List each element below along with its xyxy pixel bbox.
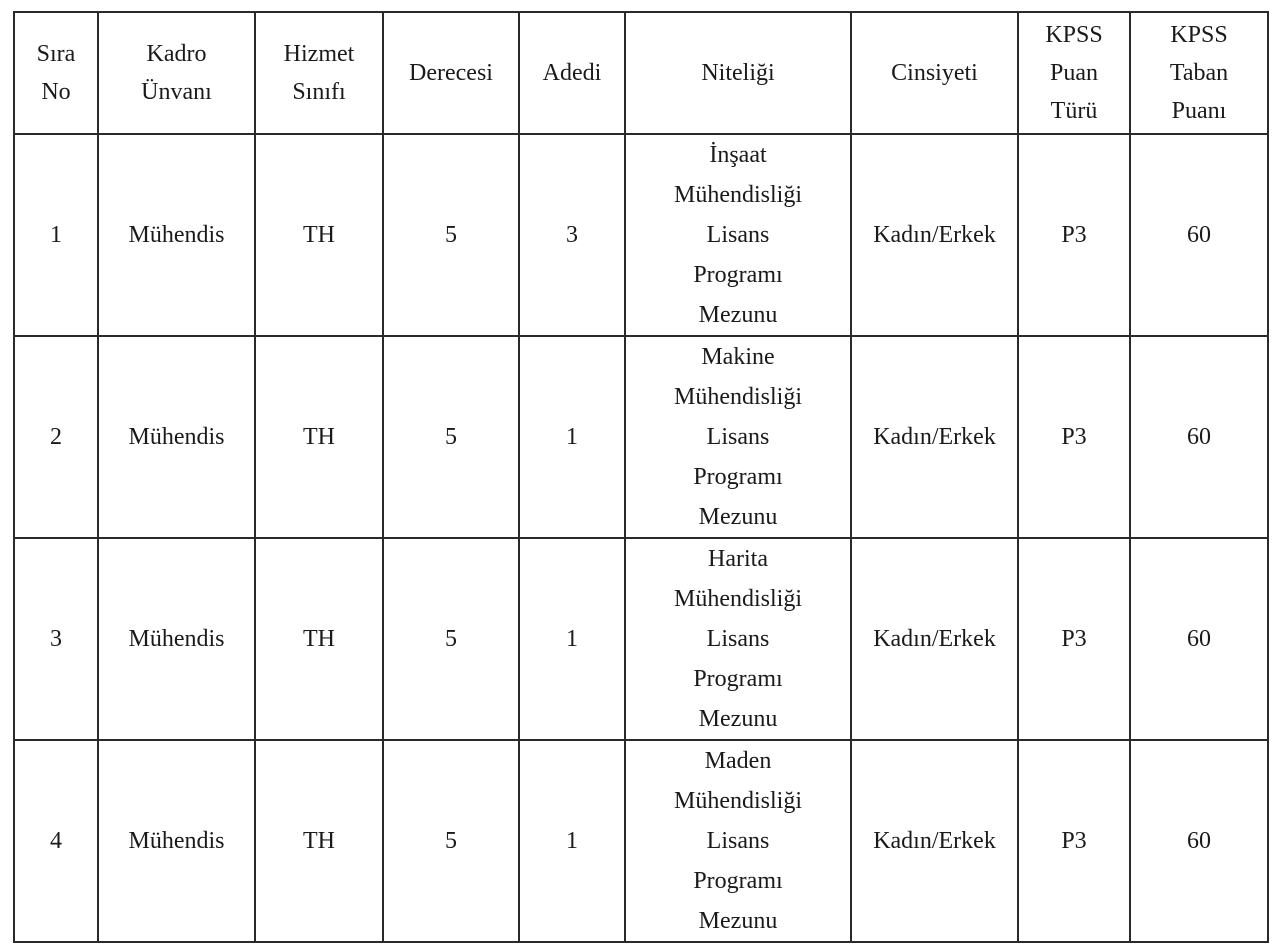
nitelik-line: Mühendisliği (673, 182, 802, 208)
cell-derece: 5 (383, 134, 519, 336)
nitelik-line: Maden (704, 748, 772, 774)
cell-cinsiyet: Kadın/Erkek (851, 538, 1018, 740)
header-kpss-taban-puani (1130, 12, 1268, 134)
nitelik-line: Mezunu (698, 706, 778, 732)
cell-kadro: Mühendis (98, 740, 255, 942)
nitelik-line: Harita (708, 546, 768, 572)
header-sira-no (14, 12, 98, 134)
cell-adet: 3 (519, 134, 625, 336)
cell-sira-no: 3 (14, 538, 98, 740)
cell-nitelik (625, 134, 851, 336)
cell-nitelik (625, 740, 851, 942)
header-niteligi (625, 12, 851, 134)
nitelik-line: Programı (693, 666, 783, 692)
cell-hizmet: TH (255, 336, 383, 538)
nitelik-line: Programı (693, 868, 783, 894)
header-cinsiyeti (851, 12, 1018, 134)
nitelik-line: Programı (693, 262, 783, 288)
cell-adet: 1 (519, 740, 625, 942)
header-text: Niteliği (701, 60, 775, 86)
cell-adet: 1 (519, 538, 625, 740)
cell-cinsiyet: Kadın/Erkek (851, 336, 1018, 538)
header-derecesi (383, 12, 519, 134)
cell-puan-turu: P3 (1018, 538, 1130, 740)
staff-positions-table (13, 11, 1269, 943)
nitelik-line: Lisans (706, 626, 770, 652)
cell-nitelik (625, 336, 851, 538)
nitelik-line: Programı (693, 464, 783, 490)
nitelik-line: Lisans (706, 424, 770, 450)
nitelik-line: Mühendisliği (673, 586, 802, 612)
table-row (14, 740, 1268, 942)
header-text: No (41, 79, 71, 105)
nitelik-line: Makine (701, 344, 775, 370)
header-text: Ünvanı (141, 79, 212, 105)
cell-kadro: Mühendis (98, 336, 255, 538)
cell-hizmet: TH (255, 134, 383, 336)
header-text: Puanı (1171, 98, 1227, 124)
nitelik-line: Mezunu (698, 302, 778, 328)
cell-taban-puan: 60 (1130, 134, 1268, 336)
table-row (14, 134, 1268, 336)
header-text: Sıra (36, 41, 76, 67)
cell-sira-no: 1 (14, 134, 98, 336)
nitelik-line: Mühendisliği (673, 788, 802, 814)
nitelik-line: Lisans (706, 828, 770, 854)
table-row (14, 336, 1268, 538)
staff-table-container (13, 11, 1267, 940)
cell-sira-no: 4 (14, 740, 98, 942)
cell-puan-turu: P3 (1018, 740, 1130, 942)
header-text: Adedi (542, 60, 602, 86)
cell-kadro: Mühendis (98, 134, 255, 336)
cell-taban-puan: 60 (1130, 740, 1268, 942)
nitelik-line: Mezunu (698, 504, 778, 530)
cell-derece: 5 (383, 538, 519, 740)
cell-cinsiyet: Kadın/Erkek (851, 740, 1018, 942)
cell-puan-turu: P3 (1018, 134, 1130, 336)
cell-derece: 5 (383, 740, 519, 942)
header-text: Sınıfı (292, 79, 346, 105)
nitelik-line: Lisans (706, 222, 770, 248)
header-kpss-puan-turu (1018, 12, 1130, 134)
cell-taban-puan: 60 (1130, 538, 1268, 740)
cell-kadro: Mühendis (98, 538, 255, 740)
header-text: Derecesi (409, 60, 493, 86)
cell-cinsiyet: Kadın/Erkek (851, 134, 1018, 336)
nitelik-line: Mezunu (698, 908, 778, 934)
cell-hizmet: TH (255, 740, 383, 942)
header-text: Puan (1050, 60, 1098, 86)
nitelik-line: İnşaat (709, 142, 767, 168)
header-text: Cinsiyeti (891, 60, 978, 86)
header-text: Taban (1169, 60, 1229, 86)
header-kadro-unvani (98, 12, 255, 134)
nitelik-line: Mühendisliği (673, 384, 802, 410)
header-text: KPSS (1170, 22, 1228, 48)
cell-adet: 1 (519, 336, 625, 538)
header-text: Hizmet (283, 41, 355, 67)
cell-sira-no: 2 (14, 336, 98, 538)
cell-taban-puan: 60 (1130, 336, 1268, 538)
header-text: Türü (1050, 98, 1098, 124)
table-row (14, 538, 1268, 740)
header-text: KPSS (1045, 22, 1103, 48)
header-text: Kadro (146, 41, 207, 67)
cell-puan-turu: P3 (1018, 336, 1130, 538)
header-row (14, 12, 1268, 134)
header-hizmet-sinifi (255, 12, 383, 134)
cell-hizmet: TH (255, 538, 383, 740)
header-adedi (519, 12, 625, 134)
cell-nitelik (625, 538, 851, 740)
cell-derece: 5 (383, 336, 519, 538)
